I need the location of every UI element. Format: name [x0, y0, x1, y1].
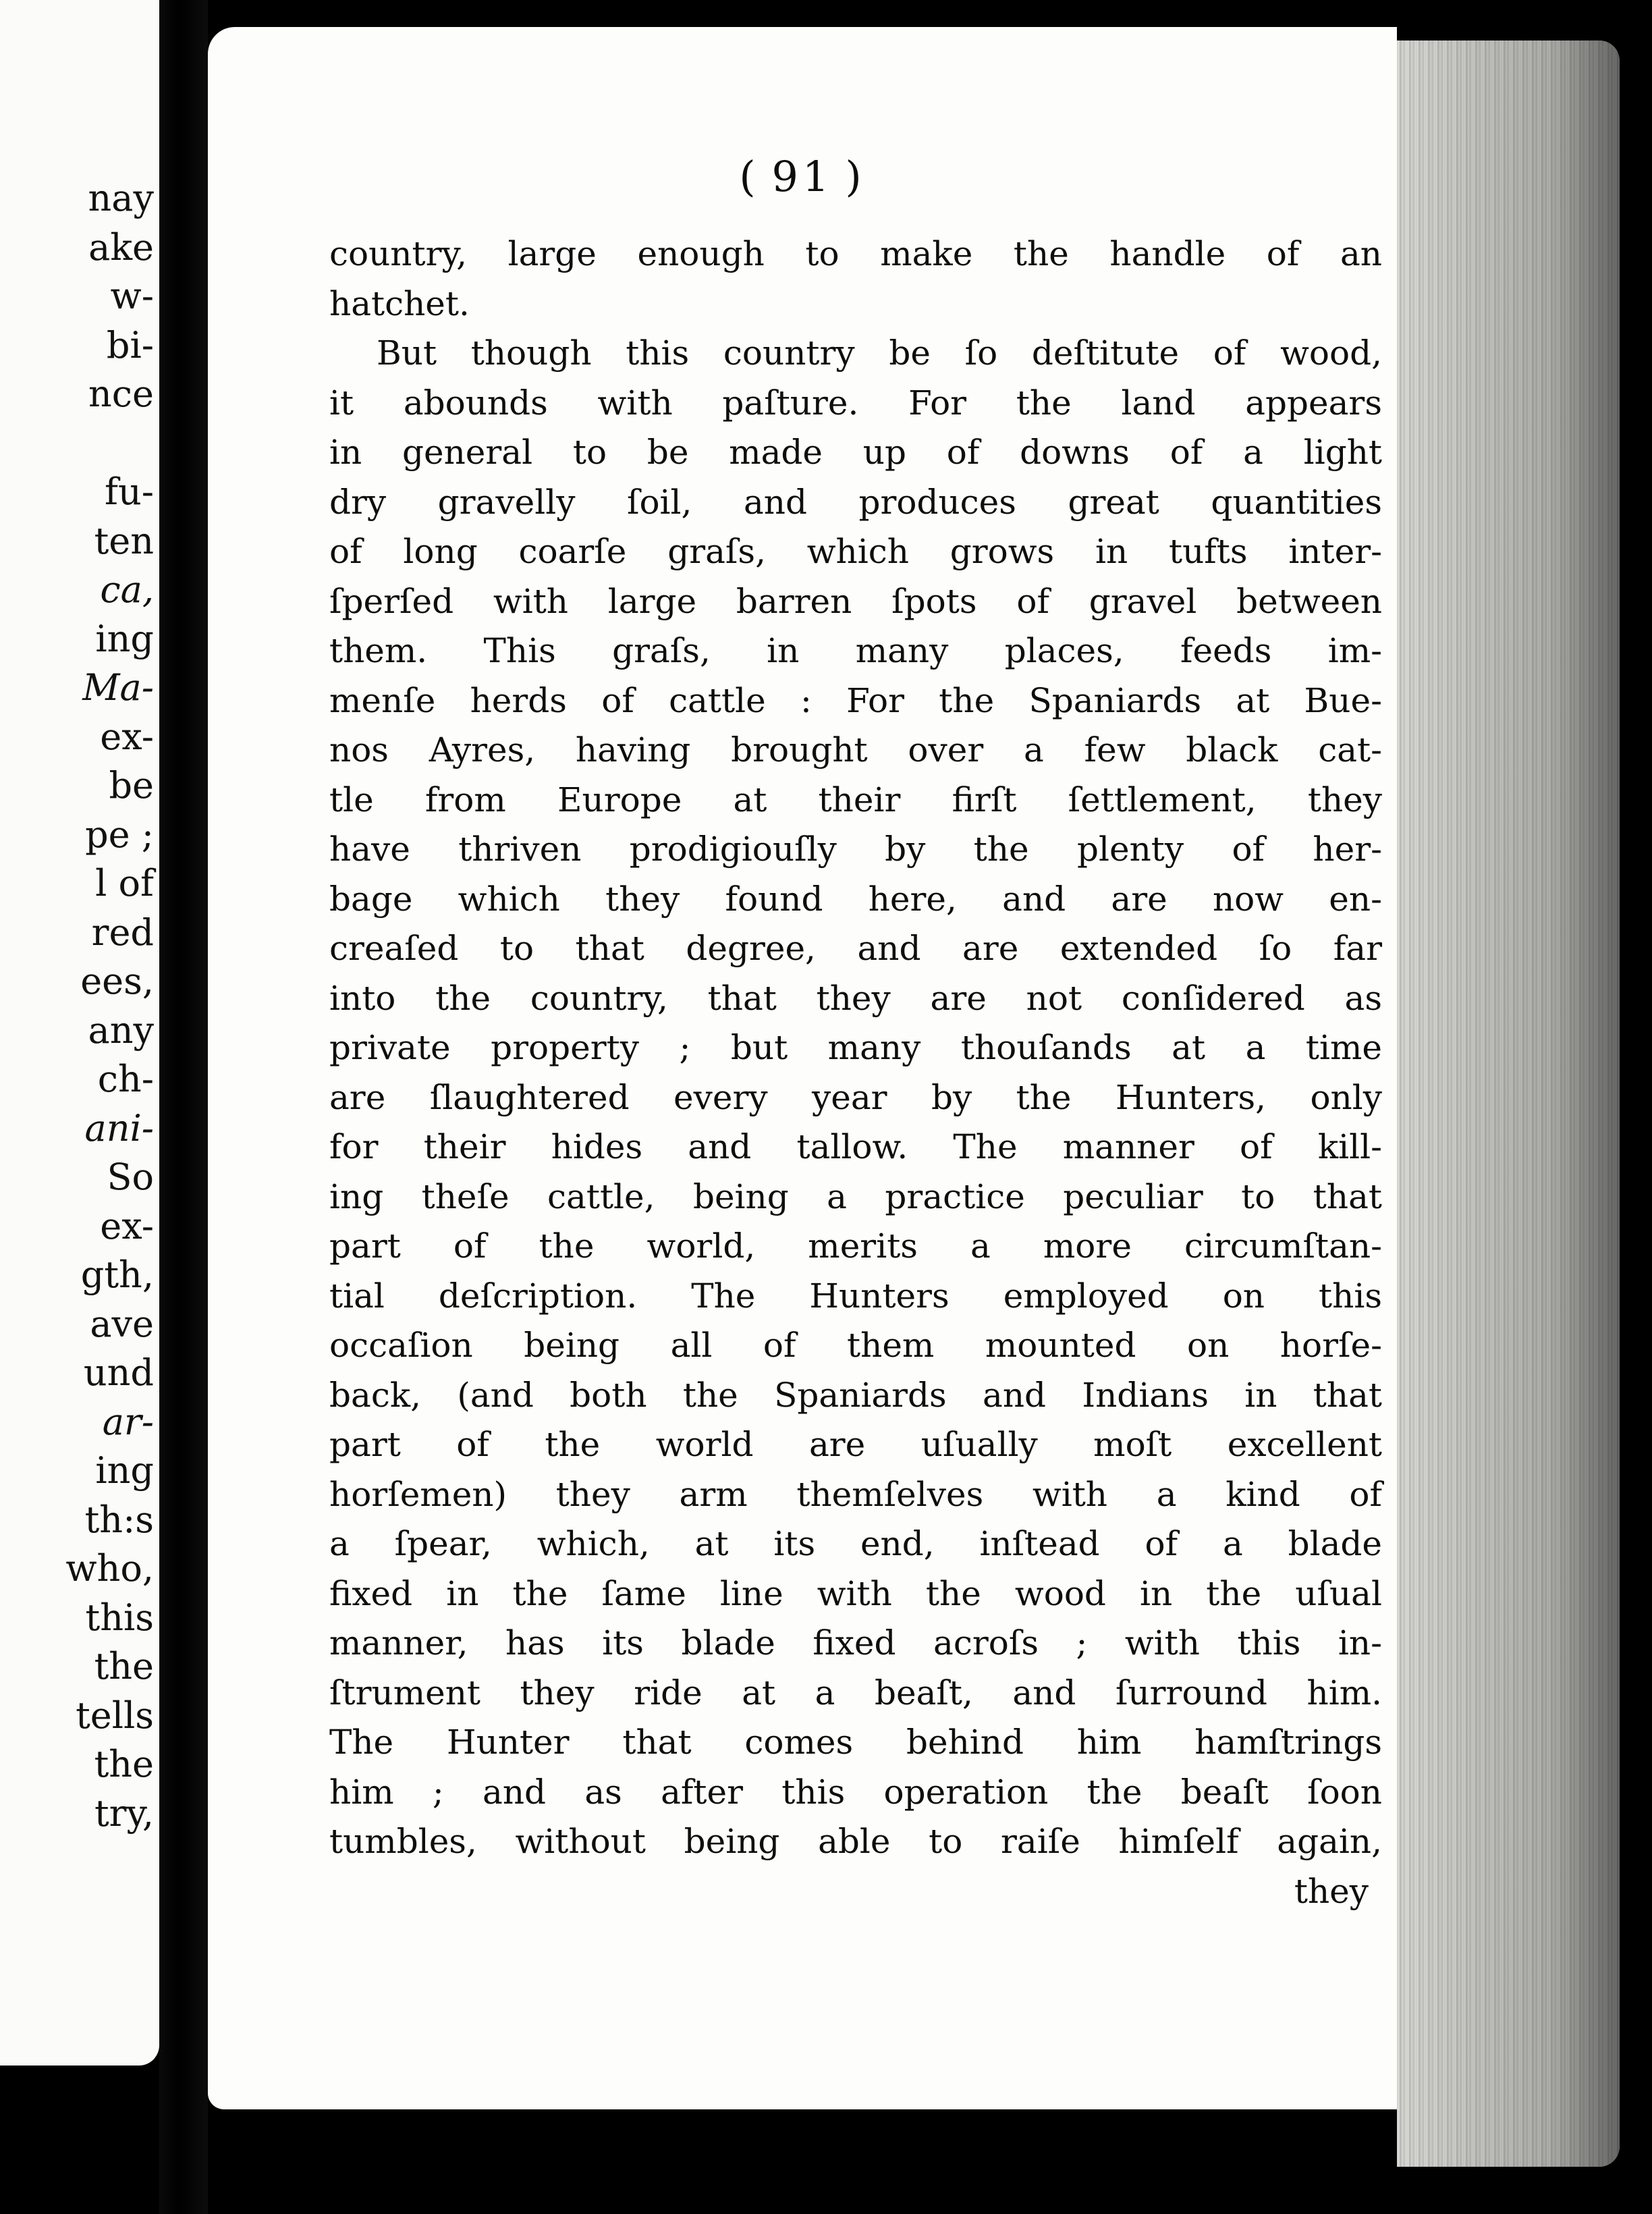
text-line: a ſpear, which, at its end, inſtead of a blade	[329, 1524, 1382, 1563]
left-fragment: try,	[94, 1791, 154, 1835]
left-fragment: this	[85, 1596, 154, 1639]
page-number	[208, 152, 1397, 201]
page-number-value: 91	[771, 152, 833, 201]
main-page	[208, 27, 1397, 2109]
left-fragment: ake	[88, 225, 154, 269]
left-fragment: ten	[94, 519, 154, 562]
left-fragment: bi-	[106, 323, 154, 367]
left-fragment: be	[109, 764, 154, 807]
left-fragment: tells	[76, 1694, 154, 1737]
catchword: they	[1294, 1871, 1369, 1911]
text-line: tle from Europe at their firſt ſettlement, they	[329, 780, 1382, 819]
text-line: menſe herds of cattle : For the Spaniards at Bue-	[329, 680, 1382, 720]
page-number-open-paren: (	[739, 152, 760, 201]
left-fragment: gth,	[80, 1253, 154, 1296]
left-fragment: und	[83, 1351, 154, 1394]
text-line: horſemen) they arm themſelves with a kind of	[329, 1474, 1382, 1514]
left-fragment: ees,	[80, 960, 154, 1002]
text-line: have thriven prodigiouſly by the plenty of her-	[329, 830, 1382, 869]
left-fragment: ing	[95, 617, 154, 660]
text-line: ſtrument they ride at a beaſt, and ſurround him.	[329, 1673, 1382, 1712]
text-line: private property ; but many thouſands at a time	[329, 1028, 1382, 1067]
left-fragment	[0, 419, 159, 468]
left-fragment: ex-	[100, 715, 154, 758]
text-line: into the country, that they are not conſidered as	[329, 978, 1382, 1018]
left-fragment: red	[91, 911, 154, 954]
left-fragment: nce	[88, 373, 154, 415]
left-fragment: ch-	[97, 1058, 154, 1100]
text-line: ſperſed with large barren ſpots of gravel between	[329, 581, 1382, 621]
left-fragment: l of	[95, 862, 154, 905]
text-line: The Hunter that comes behind him hamſtrings	[329, 1723, 1382, 1762]
text-line: bage which they found here, and are now en-	[329, 879, 1382, 919]
text-line: But though this country be ſo deſtitute of wood,	[377, 333, 1382, 373]
text-line: him ; and as after this operation the beaſt ſoon	[329, 1772, 1382, 1812]
text-line: it abounds with paſture. For the land appears	[329, 383, 1382, 423]
left-fragment: ex-	[100, 1204, 154, 1247]
fore-edge-shadow	[1397, 40, 1620, 2167]
text-line: are ſlaughtered every year by the Hunters, only	[329, 1077, 1382, 1117]
text-line: for their hides and tallow. The manner of kill-	[329, 1127, 1382, 1166]
left-fragment: ave	[90, 1302, 154, 1345]
left-page-text-fragments	[0, 174, 159, 1838]
text-line: country, large enough to make the handle of an	[329, 234, 1382, 273]
text-line: creaſed to that degree, and are extended ſo far	[329, 929, 1382, 968]
left-fragment: ing	[95, 1449, 154, 1492]
text-line: part of the world, merits a more circumſtan-	[329, 1226, 1382, 1266]
text-line: them. This graſs, in many places, feeds im-	[329, 631, 1382, 670]
text-line: manner, has its blade fixed acroſs ; with this in-	[329, 1623, 1382, 1663]
left-fragment: ca,	[100, 568, 154, 611]
text-line: hatchet.	[329, 284, 470, 323]
left-fragment: the	[94, 1743, 154, 1785]
left-fragment: pe ;	[85, 813, 154, 856]
left-fragment: fu-	[104, 470, 154, 513]
left-fragment: who,	[65, 1547, 154, 1590]
text-line: occaſion being all of them mounted on horſe-	[329, 1326, 1382, 1365]
text-line: fixed in the ſame line with the wood in the uſual	[329, 1573, 1382, 1613]
book-gutter	[159, 0, 208, 2214]
text-line: of long coarſe graſs, which grows in tufts inter-	[329, 532, 1382, 571]
body-text	[329, 230, 1382, 1916]
text-line: back, (and both the Spaniards and Indians in that	[329, 1375, 1382, 1415]
text-line: in general to be made up of downs of a light	[329, 433, 1382, 472]
left-fragment: ar-	[102, 1400, 154, 1443]
text-line: nos Ayres, having brought over a few black cat-	[329, 730, 1382, 770]
text-line: ing theſe cattle, being a practice peculiar to that	[329, 1177, 1382, 1216]
left-fragment: the	[94, 1645, 154, 1688]
text-line: dry gravelly ſoil, and produces great quantities	[329, 482, 1382, 522]
page-number-close-paren: )	[845, 152, 866, 201]
left-fragment: So	[107, 1156, 154, 1198]
left-fragment: any	[88, 1008, 154, 1052]
left-facing-page	[0, 0, 159, 2066]
text-line: part of the world are uſually moſt excellent	[329, 1425, 1382, 1464]
left-fragment: w-	[110, 275, 154, 317]
text-line: tumbles, without being able to raiſe himſelf again,	[329, 1822, 1382, 1861]
text-line: tial deſcription. The Hunters employed on this	[329, 1276, 1382, 1316]
left-fragment: nay	[88, 177, 154, 219]
left-fragment: Ma-	[82, 666, 154, 709]
left-fragment: ani-	[84, 1106, 154, 1150]
left-fragment: th:s	[84, 1498, 154, 1541]
